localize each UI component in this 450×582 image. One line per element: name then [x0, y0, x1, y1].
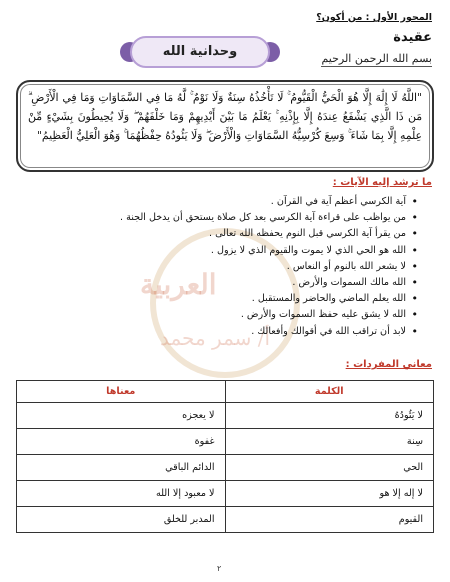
vocab-meaning: لا معبود إلا الله [17, 481, 226, 507]
table-header-row [17, 381, 434, 403]
vocab-word: لا إله إلا هو [225, 481, 434, 507]
list-item: • الله هو الحي الذي لا يموت والقيوم الذي لا يزول . [28, 243, 418, 259]
vocab-heading: معاني المفردات : [345, 359, 432, 370]
vocab-word: القيوم [225, 507, 434, 533]
list-item: • الله يعلم الماضي والحاضر والمستقبل . [28, 291, 418, 307]
list-item: • الله لا يشق عليه حفظ السموات والأرض . [28, 307, 418, 323]
list-item: • آية الكرسي أعظم آية في القرآن . [28, 194, 418, 210]
watermark-author: أ/ سمر محمد [160, 326, 271, 350]
table-row [17, 481, 434, 507]
worksheet-page [10, 8, 440, 574]
verse-box: "اللَّهُ لَا إِلَٰهَ إِلَّا هُوَ الْحَيُّ الْقَيُّومُ ۚ لَا تَأْخُذُهُ سِنَةٌ وَلَا نَوْمٌ ۚ لَّهُ مَا فِي السَّمَاوَاتِ وَمَا فِي الْأَرْضِ ۗ مَن ذَا الَّذِي يَشْفَعُ عِندَهُ إِلَّا بِإِذْنِهِ ۚ يَعْلَمُ مَا بَيْنَ أَيْدِيهِمْ وَمَا خَلْفَهُمْ ۖ وَلَا يُحِيطُونَ بِشَيْءٍ مِّنْ عِلْمِهِ إِلَّا بِمَا شَاءَ ۚ وَسِعَ كُرْسِيُّهُ السَّمَاوَاتِ وَالْأَرْضَ ۖ وَلَا يَئُودُهُ حِفْظُهُمَا ۚ وَهُوَ الْعَلِيُّ الْعَظِيمُ" [16, 80, 434, 172]
list-item: • لابد أن تراقب الله في أقوالك وأفعالك . [28, 324, 418, 340]
list-item: • لا يشعر الله بالنوم أو النعاس . [28, 259, 418, 275]
vocab-word: لا يَئُودُهُ [225, 403, 434, 429]
vocab-table [16, 380, 434, 533]
table-row [17, 403, 434, 429]
vocab-meaning: لا يعجزه [17, 403, 226, 429]
guidance-heading: ما ترشد إليه الآيات : [332, 177, 432, 188]
lesson-title: وحدانية الله [130, 36, 270, 68]
page-number: ٢ [217, 564, 222, 573]
list-item: • من يواظب على قراءة آية الكرسي بعد كل صلاة يستحق أن يدخل الجنة . [28, 210, 418, 226]
axis-label: المحور الأول : من أكون؟ [316, 12, 432, 23]
guidance-list [28, 194, 418, 340]
table-row [17, 429, 434, 455]
watermark-text: العربية [140, 268, 217, 301]
column-header-word: الكلمة [225, 381, 434, 403]
vocab-meaning: غفوة [17, 429, 226, 455]
vocab-word: سِنة [225, 429, 434, 455]
basmala: بسم الله الرحمن الرحيم [321, 52, 432, 65]
subject-label: عقيدة [393, 30, 432, 45]
column-header-meaning: معناها [17, 381, 226, 403]
list-item: • الله مالك السموات والأرض . [28, 275, 418, 291]
vocab-word: الحي [225, 455, 434, 481]
list-item: • من يقرأ آية الكرسي قبل النوم يحفظه الله تعالى . [28, 226, 418, 242]
table-row [17, 455, 434, 481]
vocab-meaning: الدائم الباقي [17, 455, 226, 481]
vocab-meaning: المدبر للخلق [17, 507, 226, 533]
table-row [17, 507, 434, 533]
